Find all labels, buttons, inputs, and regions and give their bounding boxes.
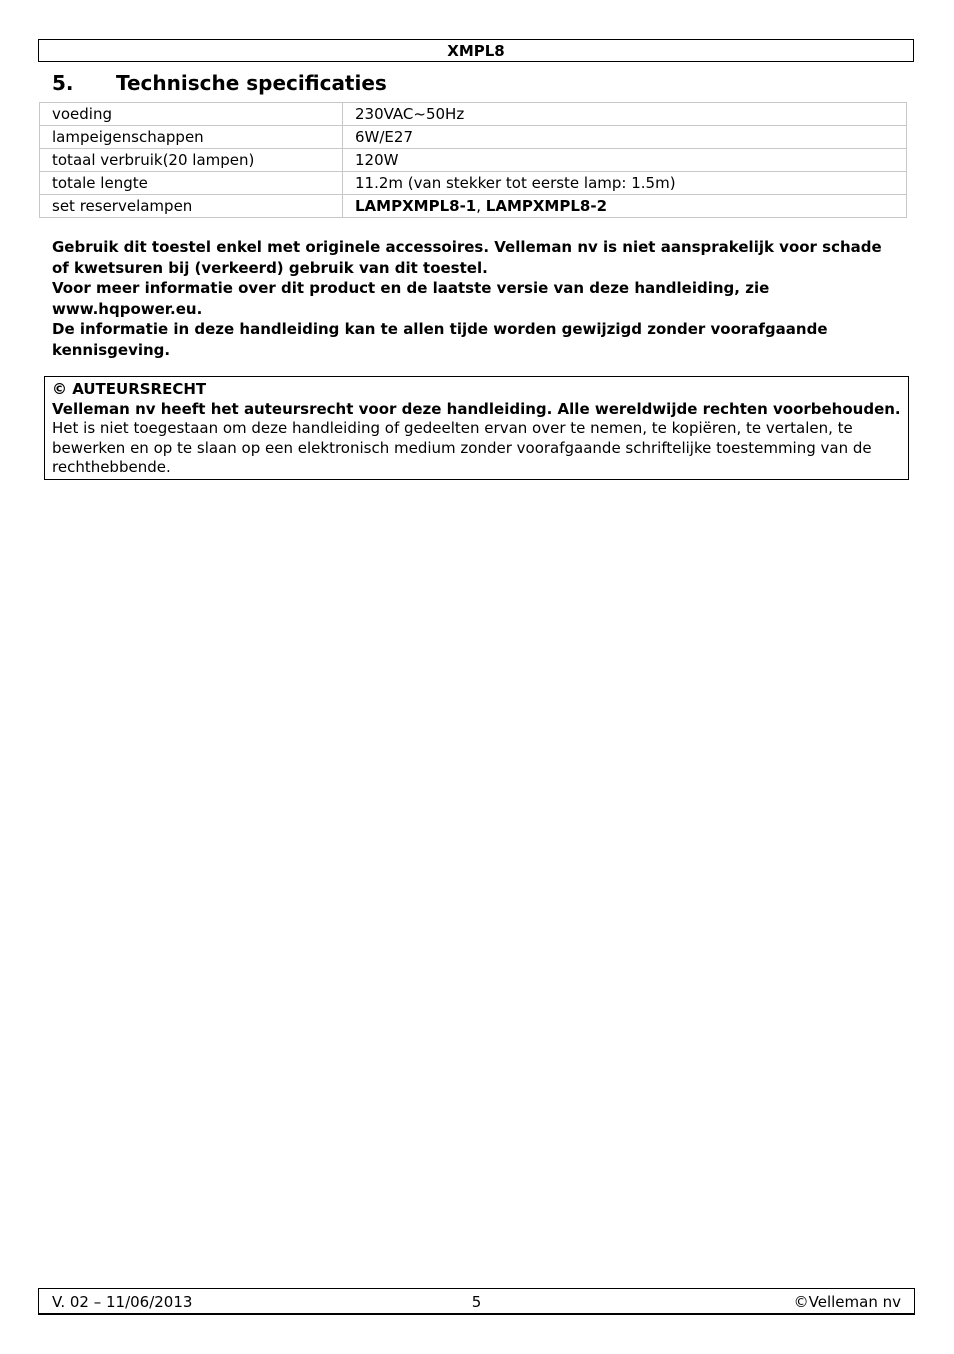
- table-row: [40, 149, 907, 172]
- notice-block: [52, 237, 902, 360]
- notice-more-info: Voor meer informatie over dit product en de laatste versie van deze handleiding, zie www.hqpower.eu.: [52, 279, 770, 318]
- spare-lamp-separator: ,: [476, 196, 486, 215]
- footer-version: V. 02 – 11/06/2013: [52, 1293, 193, 1311]
- spec-label: lampeigenschappen: [40, 126, 343, 149]
- notice-changes: De informatie in deze handleiding kan te allen tijde worden gewijzigd zonder voorafgaande kennisgeving.: [52, 320, 828, 359]
- table-row: [40, 126, 907, 149]
- spec-label: voeding: [40, 103, 343, 126]
- copyright-body: [52, 400, 901, 478]
- spec-label: set reservelampen: [40, 195, 343, 218]
- table-row: [40, 195, 907, 218]
- spec-label: totale lengte: [40, 172, 343, 195]
- spec-value: [343, 195, 907, 218]
- section-title: [52, 70, 387, 96]
- copyright-heading: © AUTEURSRECHT: [52, 380, 207, 398]
- table-row: [40, 172, 907, 195]
- spare-lamp-code-2: LAMPXMPL8-2: [485, 196, 608, 215]
- table-row: [40, 103, 907, 126]
- page-header: [38, 39, 914, 62]
- page-footer: [38, 1288, 915, 1315]
- spare-lamp-code-1: LAMPXMPL8-1: [355, 196, 477, 215]
- copyright-bold-text: Velleman nv heeft het auteursrecht voor deze handleiding. Alle wereldwijde rechten voorbehouden.: [52, 399, 901, 418]
- section-title-text: Technische specificaties: [116, 71, 387, 95]
- footer-copyright: ©Velleman nv: [793, 1293, 901, 1311]
- footer-page-number: 5: [471, 1293, 482, 1311]
- spec-value: 6W/E27: [343, 126, 907, 149]
- notice-accessories: Gebruik dit toestel enkel met originele accessoires. Velleman nv is niet aansprakelijk voor schade of kwetsuren bij (verkeerd) gebruik van dit toestel.: [52, 238, 882, 277]
- model-name: XMPL8: [447, 42, 505, 60]
- spec-label: totaal verbruik(20 lampen): [40, 149, 343, 172]
- copyright-text: Het is niet toegestaan om deze handleiding of gedeelten ervan over te nemen, te kopiëren, te vertalen, te bewerken en op te slaan op een elektronisch medium zonder voorafgaande schriftelijke toestemming van de rechthebbende.: [52, 419, 872, 476]
- specs-table: [39, 102, 907, 218]
- section-number: 5.: [52, 71, 74, 95]
- spec-value: 11.2m (van stekker tot eerste lamp: 1.5m): [343, 172, 907, 195]
- spec-value: 120W: [343, 149, 907, 172]
- spec-value: 230VAC~50Hz: [343, 103, 907, 126]
- copyright-box: [44, 376, 909, 480]
